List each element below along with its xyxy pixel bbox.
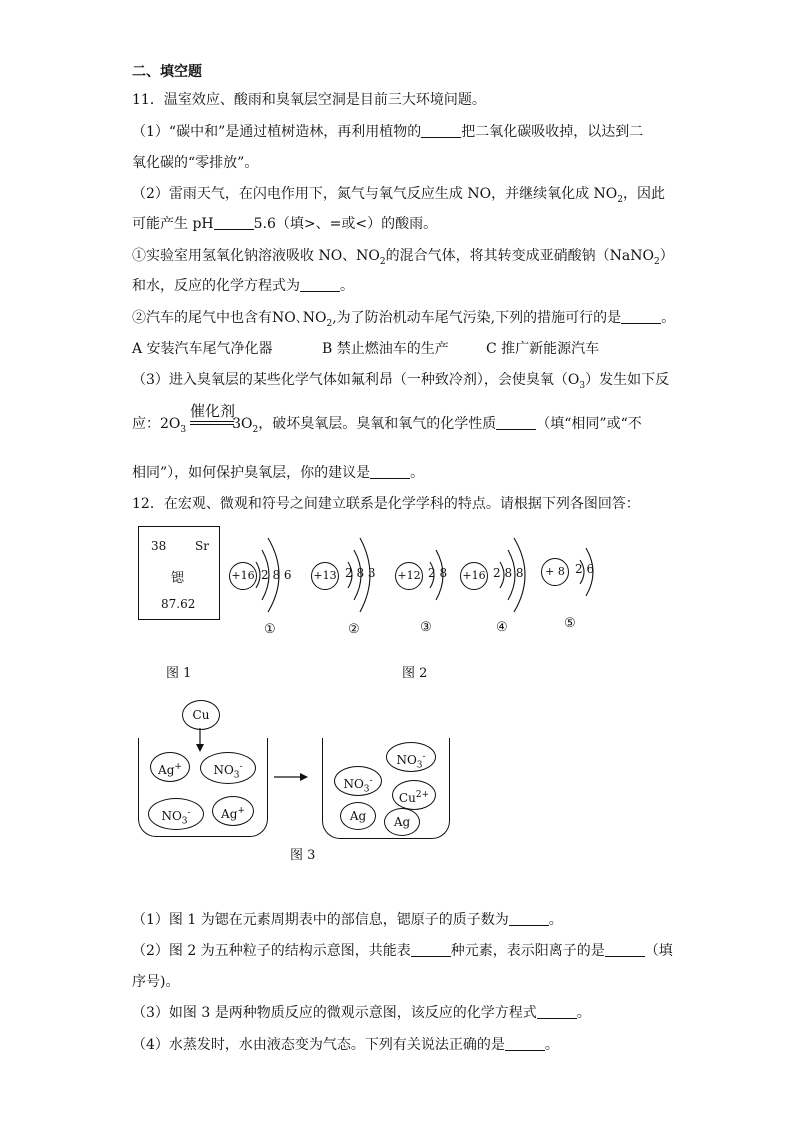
section-heading: 二、填空题 xyxy=(132,64,202,80)
figure-1-caption: 图 1 xyxy=(166,666,192,681)
q11-options xyxy=(132,339,599,359)
nitrate-ion: $NO_3^-$ xyxy=(334,766,382,796)
silver-atom: Ag xyxy=(340,802,376,830)
answer-blank[interactable] xyxy=(411,942,451,957)
nucleus-1: +16 xyxy=(229,562,257,590)
answer-blank[interactable] xyxy=(509,911,549,926)
particle-label-3: ③ xyxy=(420,620,432,635)
periodic-table-cell xyxy=(138,526,220,620)
q12-sub2-line1: （2）图 2 为五种粒子的结构示意图，共能表 种元素，表示阳离子的是 （填 xyxy=(132,943,673,959)
shells-2: 2 8 3 xyxy=(345,566,376,580)
silver-atom: Ag xyxy=(384,808,420,836)
q11-stem: 11．温室效应、酸雨和臭氧层空洞是目前三大环境问题。 xyxy=(132,92,486,108)
q12-sub2-line2: 序号)。 xyxy=(132,974,180,990)
copper-atom: Cu xyxy=(182,700,220,730)
answer-blank[interactable] xyxy=(537,1004,577,1019)
particle-label-4: ④ xyxy=(496,620,508,635)
option-c[interactable]: C 推广新能源汽车 xyxy=(486,341,600,357)
q11-part1-line1: （1）“碳中和”是通过植树造林，再利用植物的 把二氧化碳吸收掉，以达到二 xyxy=(132,124,644,140)
nucleus-3: +12 xyxy=(395,562,423,590)
catalyst-label: 催化剂 xyxy=(190,402,236,420)
q11-part2-line5: ②汽车的尾气中也含有NO､$NO_2$,为了防治机动车尾气污染,下列的措施可行的是 。 xyxy=(132,310,676,329)
particle-label-5: ⑤ xyxy=(564,616,576,631)
q12-sub3: （3）如图 3 是两种物质反应的微观示意图，该反应的化学方程式 。 xyxy=(132,1005,591,1021)
element-symbol: Sr xyxy=(195,539,209,553)
q12-sub1: （1）图 1 为锶在元素周期表中的部信息，锶原子的质子数为 。 xyxy=(132,912,563,928)
shells-4: 2 8 8 xyxy=(493,566,524,580)
shells-5: 2 6 xyxy=(575,562,595,576)
nucleus-2: +13 xyxy=(311,562,339,590)
element-name: 锶 xyxy=(171,571,185,586)
figure-2-caption: 图 2 xyxy=(402,666,428,681)
answer-blank[interactable] xyxy=(214,215,254,230)
nitrate-ion: $NO_3^-$ xyxy=(386,742,436,772)
q11-part2-line3: ①实验室用氢氧化钠溶液吸收 NO、$NO_2$的混合气体，将其转变成亚硝酸钠（NaNO$_2$） xyxy=(132,248,674,267)
copper-ion: $Cu^{2+}$ xyxy=(392,780,436,810)
answer-blank[interactable] xyxy=(496,415,536,430)
particle-label-2: ② xyxy=(348,622,360,637)
silver-ion: Ag+ xyxy=(212,796,254,826)
answer-blank[interactable] xyxy=(505,1036,545,1051)
q11-part3-line2: 应：$2O_3$ $3O_2$，破坏臭氧层。臭氧和氧气的化学性质 （填“相同”或“不 xyxy=(132,416,642,435)
q12-sub4: （4）水蒸发时，水由液态变为气态。下列有关说法正确的是 。 xyxy=(132,1037,559,1053)
nitrate-ion: $NO_3^-$ xyxy=(200,752,256,784)
q11-part2-line2: 可能产生 pH 5.6（填>、=或<）的酸雨。 xyxy=(132,216,438,232)
particle-label-1: ① xyxy=(264,622,276,637)
nucleus-4: +16 xyxy=(460,562,488,590)
right-arrow-icon xyxy=(272,770,312,784)
atomic-number: 38 xyxy=(151,539,167,553)
atomic-mass: 87.62 xyxy=(161,597,196,611)
answer-blank[interactable] xyxy=(621,309,661,324)
option-a[interactable]: A 安装汽车尾气净化器 xyxy=(132,341,273,357)
nucleus-5: + 8 xyxy=(541,558,569,586)
silver-ion: Ag+ xyxy=(150,752,190,782)
figure-3-caption: 图 3 xyxy=(290,848,316,863)
q11-part2-line1: （2）雷雨天气，在闪电作用下，氮气与氧气反应生成 NO，并继续氧化成 $NO_2$，因此 xyxy=(132,186,665,205)
answer-blank[interactable] xyxy=(421,123,461,138)
shells-1: 2 8 6 xyxy=(261,568,292,582)
answer-blank[interactable] xyxy=(370,464,410,479)
answer-blank[interactable] xyxy=(605,942,645,957)
q11-part3-line3: 相同”），如何保护臭氧层，你的建议是 。 xyxy=(132,465,425,481)
shells-3: 2 8 xyxy=(428,566,448,580)
nitrate-ion: $NO_3^-$ xyxy=(148,798,204,830)
q12-stem: 12．在宏观、微观和符号之间建立联系是化学学科的特点。请根据下列各图回答： xyxy=(132,496,640,512)
q11-part1-line2: 氧化碳的“零排放”。 xyxy=(132,155,259,171)
option-b[interactable]: B 禁止燃油车的生产 xyxy=(322,341,449,357)
answer-blank[interactable] xyxy=(300,277,340,292)
q11-part3-line1: （3）进入臭氧层的某些化学气体如氟利昂（一种致冷剂），会使臭氧$(O_3)$发生如下反 xyxy=(132,372,670,391)
q11-part2-line4: 和水，反应的化学方程式为 。 xyxy=(132,278,354,294)
